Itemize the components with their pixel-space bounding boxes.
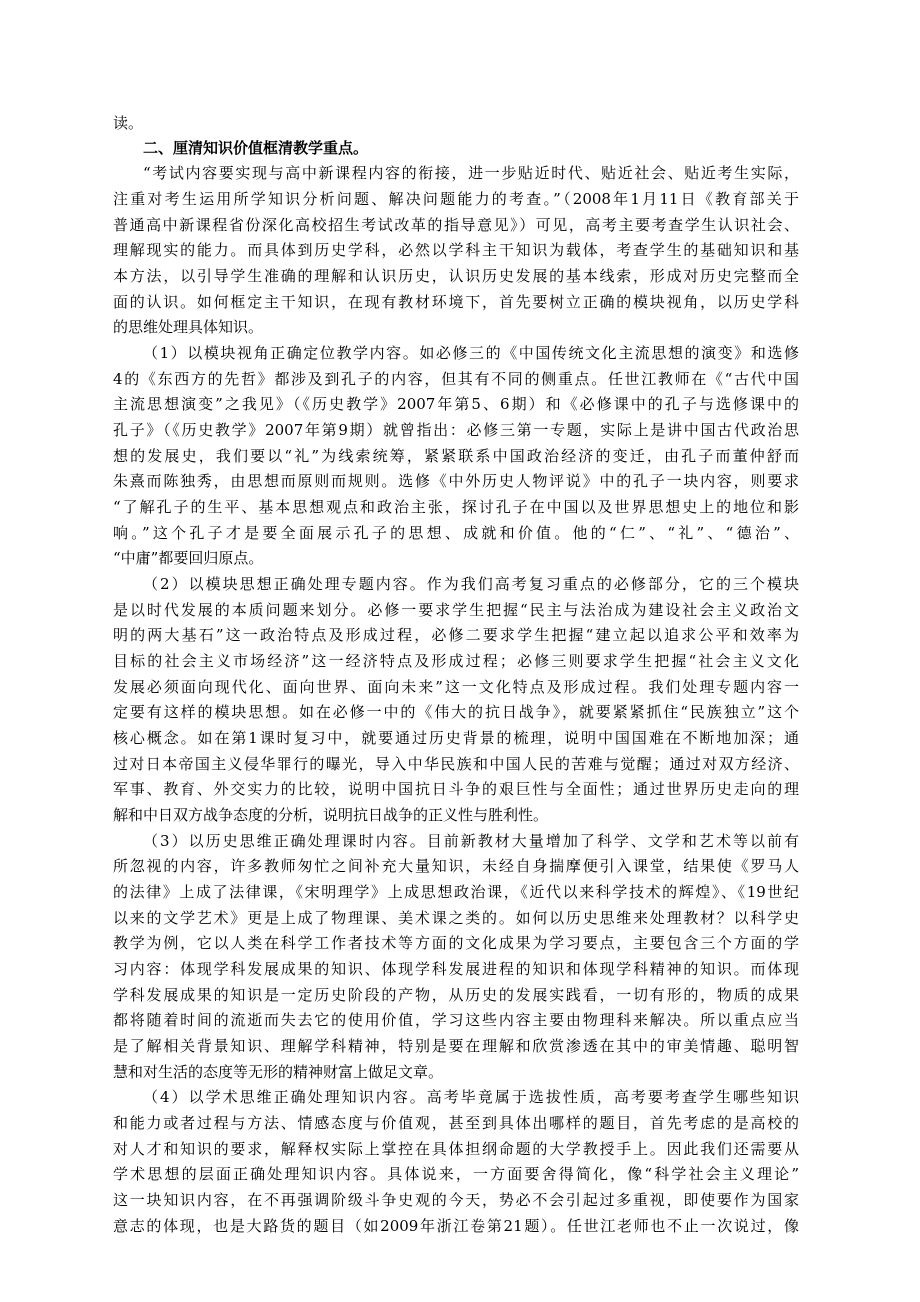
text-line: 军事、教育、外交实力的比较，说明中国抗日斗争的艰巨性与全面性；通过世界历史走向的理 (113, 780, 799, 798)
text-line: 普通高中新课程省份深化高校招生考试改革的指导意见》）可见，高考主要考查学生认识社会、 (113, 216, 799, 234)
paragraph-1-start: （1）以模块视角正确定位教学内容。如必修三的《中国传统文化主流思想的演变》和选修 (143, 344, 799, 362)
text-line: 教学为例，它以人类在科学工作者技术等方面的文化成果为学习要点，主要包含三个方面的学 (113, 934, 799, 952)
text-line: 学术思想的层面正确处理知识内容。具体说来，一方面要舍得简化，像“科学社会主义理论” (113, 1165, 799, 1183)
text-line: 习内容：体现学科发展成果的知识、体现学科发展进程的知识和体现学科精神的知识。而体现 (113, 960, 799, 978)
text-line: “中庸”都要回归原点。 (113, 549, 264, 567)
text-line: 目标的社会主义市场经济”这一经济特点及形成过程；必修三则要求学生把握“社会主义文化 (113, 652, 799, 670)
text-line: 核心概念。如在第1课时复习中，就要通过历史背景的梳理，说明中国国难在不断地加深；通 (113, 729, 799, 747)
text-line: 是了解相关背景知识、理解学科精神，特别是要在理解和欣赏渗透在其中的审美情趣、聪明智 (113, 1037, 799, 1055)
text-line: 想的发展史，我们要以“礼”为线索统筹，紧紧联系中国政治经济的变迁，由孔子而董仲舒而 (113, 447, 799, 465)
text-line: 慧和对生活的态度等无形的精神财富上做足文章。 (113, 1063, 444, 1081)
paragraph-4-start: （4）以学术思维正确处理知识内容。高考毕竟属于选拔性质，高考要考查学生哪些知识 (143, 1088, 799, 1106)
text-line: 学科发展成果的知识是一定历史阶段的产物，从历史的发展实践看，一切有形的，物质的成果 (113, 986, 799, 1004)
text-line: “考试内容要实现与高中新课程内容的衔接，进一步贴近时代、贴近社会、贴近考生实际， (143, 164, 799, 182)
text-line: 朱熹而陈独秀，由思想而原则而规则。选修《中外历史人物评说》中的孔子一块内容，则要求 (113, 472, 799, 490)
text-line: 本方法，以引导学生准确的理解和认识历史，认识历史发展的基本线索，形成对历史完整而全 (113, 267, 799, 285)
text-line: 对人才和知识的要求，解释权实际上掌控在具体担纲命题的大学教授手上。因此我们还需要从 (113, 1140, 799, 1158)
text-line: 解和中日双方战争态度的分析，说明抗日战争的正义性与胜利性。 (113, 806, 549, 824)
text-line: 以来的文学艺术》更是上成了物理课、美术课之类的。如何以历史思维来处理教材？以科学史 (113, 909, 799, 927)
paragraph-3-start: （3）以历史思维正确处理课时内容。目前新教材大量增加了科学、文学和艺术等以前有 (143, 832, 799, 850)
text-line: 过对日本帝国主义侵华罪行的曝光，导入中华民族和中国人民的苦难与觉醒；通过对双方经济、 (113, 755, 799, 773)
text-line: 4的《东西方的先哲》都涉及到孔子的内容，但其有不同的侧重点。任世江教师在《“古代中国 (113, 370, 799, 388)
text-line: 明的两大基石”这一政治特点及形成过程，必修二要求学生把握“建立起以追求公平和效率为 (113, 626, 799, 644)
text-line: 主流思想演变”之我见》（《历史教学》2007年第5、6期）和《必修课中的孔子与选修课中的 (113, 395, 799, 413)
text-line: 所忽视的内容，许多教师匆忙之间补充大量知识，未经自身揣摩便引入课堂，结果使《罗马人 (113, 857, 799, 875)
text-line: “了解孔子的生平、基本思想观点和政治主张，探讨孔子在中国以及世界思想史上的地位和影 (113, 498, 799, 516)
text-line: 响。”这个孔子才是要全面展示孔子的思想、成就和价值。他的“仁”、“礼”、“德治”、 (113, 524, 799, 542)
text-line: 和能力或者过程与方法、情感态度与价值观，甚至到具体出哪样的题目，首先考虑的是高校的 (113, 1114, 799, 1132)
text-line: 发展必须面向现代化、面向世界、面向未来”这一文化特点及形成过程。我们处理专题内容一 (113, 678, 799, 696)
text-line: 的法律》上成了法律课，《宋明理学》上成思想政治课，《近代以来科学技术的辉煌》、《19世纪 (113, 883, 799, 901)
text-line: 定要有这样的模块思想。如在必修一中的《伟大的抗日战争》，就要紧紧抓住“民族独立”这个 (113, 703, 799, 721)
text-line: 孔子》（《历史教学》2007年第9期）就曾指出：必修三第一专题，实际上是讲中国古代政治思 (113, 421, 799, 439)
text-line: 这一块知识内容，在不再强调阶级斗争史观的今天，势必不会引起过多重视，即使要作为国家 (113, 1191, 799, 1209)
text-line: 面的认识。如何框定主干知识，在现有教材环境下，首先要树立正确的模块视角，以历史学科 (113, 293, 799, 311)
text-line: 读。 (113, 114, 144, 132)
section-heading: 二、厘清知识价值框清教学重点。 (143, 139, 369, 157)
text-line: 意志的体现，也是大路货的题目（如2009年浙江卷第21题）。任世江老师也不止一次说过，像 (113, 1217, 799, 1235)
text-line: 注重对考生运用所学知识分析问题、解决问题能力的考查。”（2008年1月11日《教育部关于 (113, 190, 799, 208)
text-line: 都将随着时间的流逝而失去它的使用价值，学习这些内容主要由物理科来解决。所以重点应当 (113, 1011, 799, 1029)
text-line: 的思维处理具体知识。 (113, 318, 264, 336)
text-line: 理解现实的能力。而具体到历史学科，必然以学科主干知识为载体，考查学生的基础知识和基 (113, 241, 799, 259)
text-line: 是以时代发展的本质问题来划分。必修一要求学生把握“民主与法治成为建设社会主义政治文 (113, 601, 799, 619)
paragraph-2-start: （2）以模块思想正确处理专题内容。作为我们高考复习重点的必修部分，它的三个模块 (143, 575, 799, 593)
